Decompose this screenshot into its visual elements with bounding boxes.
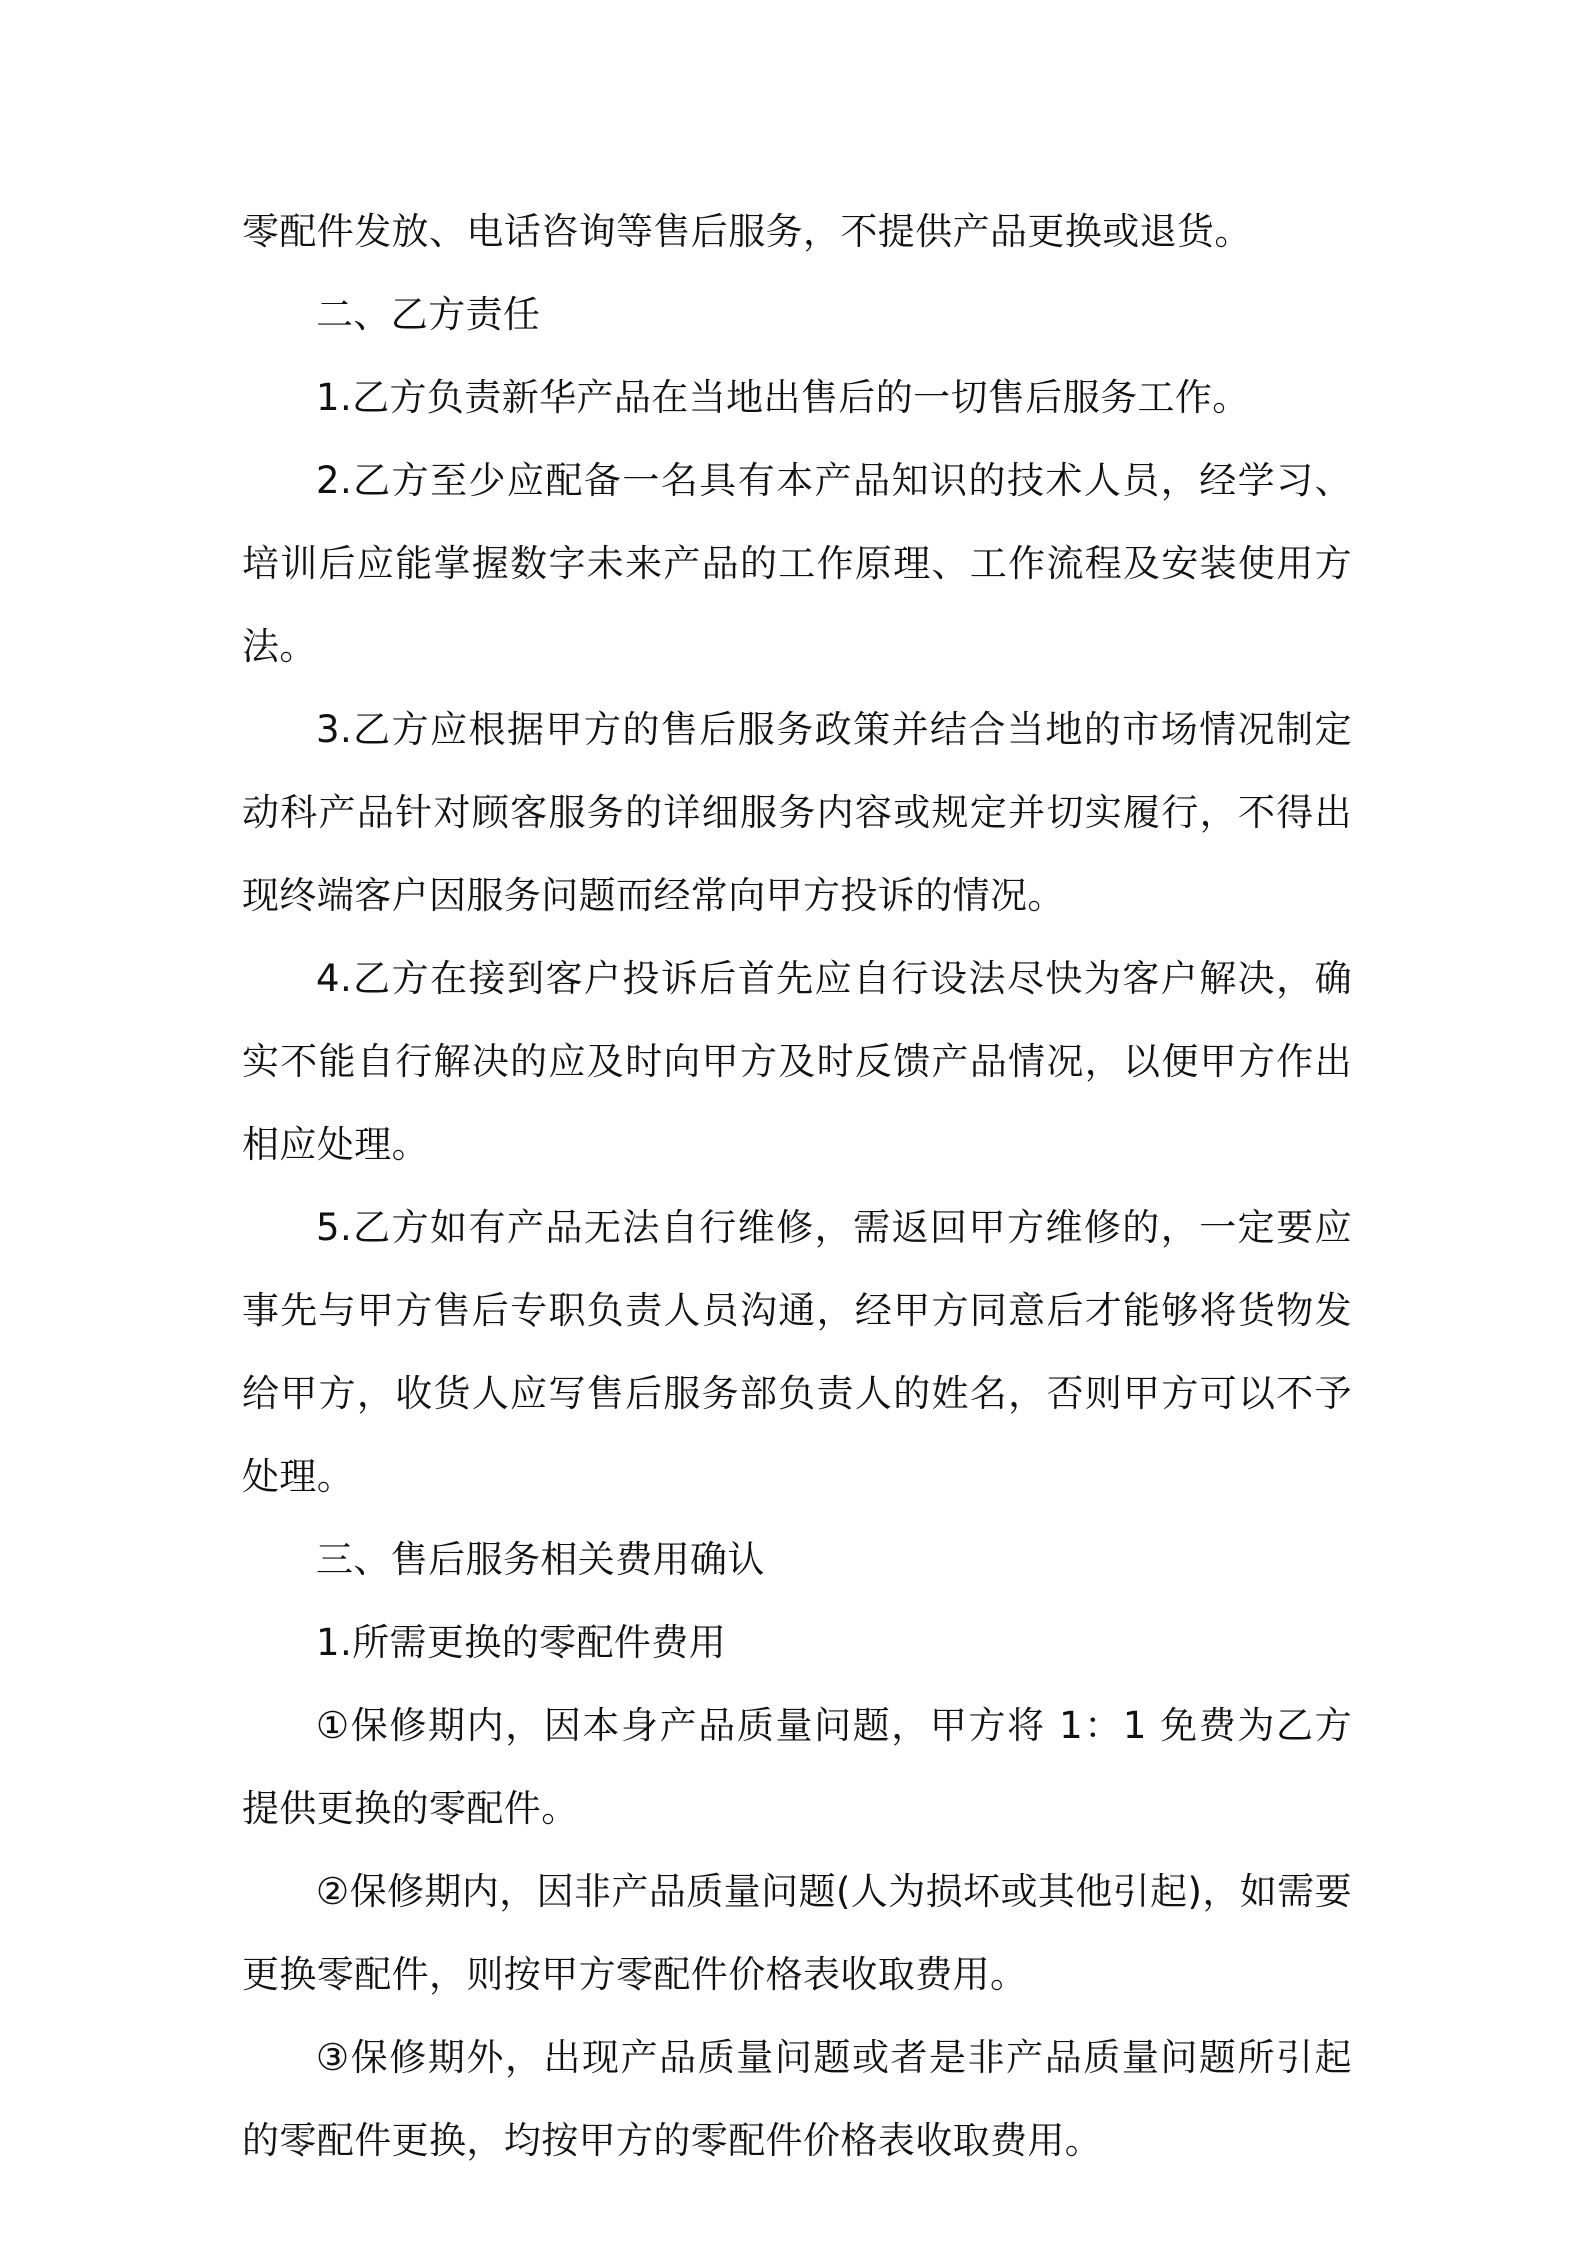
paragraph-fee-item-1: 1.所需更换的零配件费用: [316, 1621, 727, 1664]
paragraph-item-1: 1.乙方负责新华产品在当地出售后的一切售后服务工作。: [316, 376, 1250, 419]
paragraph-fee-circled-2: ②保修期内，因非产品质量问题(人为损坏或其他引起)，如需要更换零配件，则按甲方零配件价格表收取费用。: [242, 1870, 1352, 1996]
document-body: [242, 190, 1352, 2182]
paragraph-item-2: 2.乙方至少应配备一名具有本产品知识的技术人员，经学习、培训后应能掌握数字未来产品的工作原理、工作流程及安装使用方法。: [242, 459, 1352, 668]
paragraph-continuation: 零配件发放、电话咨询等售后服务，不提供产品更换或退货。: [242, 210, 1252, 253]
paragraph-fee-circled-3: ③保修期外，出现产品质量问题或者是非产品质量问题所引起的零配件更换，均按甲方的零配件价格表收取费用。: [242, 2036, 1352, 2162]
section-heading-party-b-responsibilities: 二、乙方责任: [316, 293, 541, 336]
paragraph-item-4: 4.乙方在接到客户投诉后首先应自行设法尽快为客户解决，确实不能自行解决的应及时向甲方及时反馈产品情况，以便甲方作出相应处理。: [242, 957, 1352, 1166]
paragraph-fee-circled-1: ①保修期内，因本身产品质量问题，甲方将 1：1 免费为乙方提供更换的零配件。: [242, 1704, 1352, 1830]
section-heading-service-fees: 三、售后服务相关费用确认: [316, 1538, 765, 1581]
paragraph-item-3: 3.乙方应根据甲方的售后服务政策并结合当地的市场情况制定动科产品针对顾客服务的详细服务内容或规定并切实履行，不得出现终端客户因服务问题而经常向甲方投诉的情况。: [242, 708, 1352, 917]
paragraph-item-5: 5.乙方如有产品无法自行维修，需返回甲方维修的，一定要应事先与甲方售后专职负责人员沟通，经甲方同意后才能够将货物发给甲方，收货人应写售后服务部负责人的姓名，否则甲方可以不予处理。: [242, 1206, 1352, 1498]
